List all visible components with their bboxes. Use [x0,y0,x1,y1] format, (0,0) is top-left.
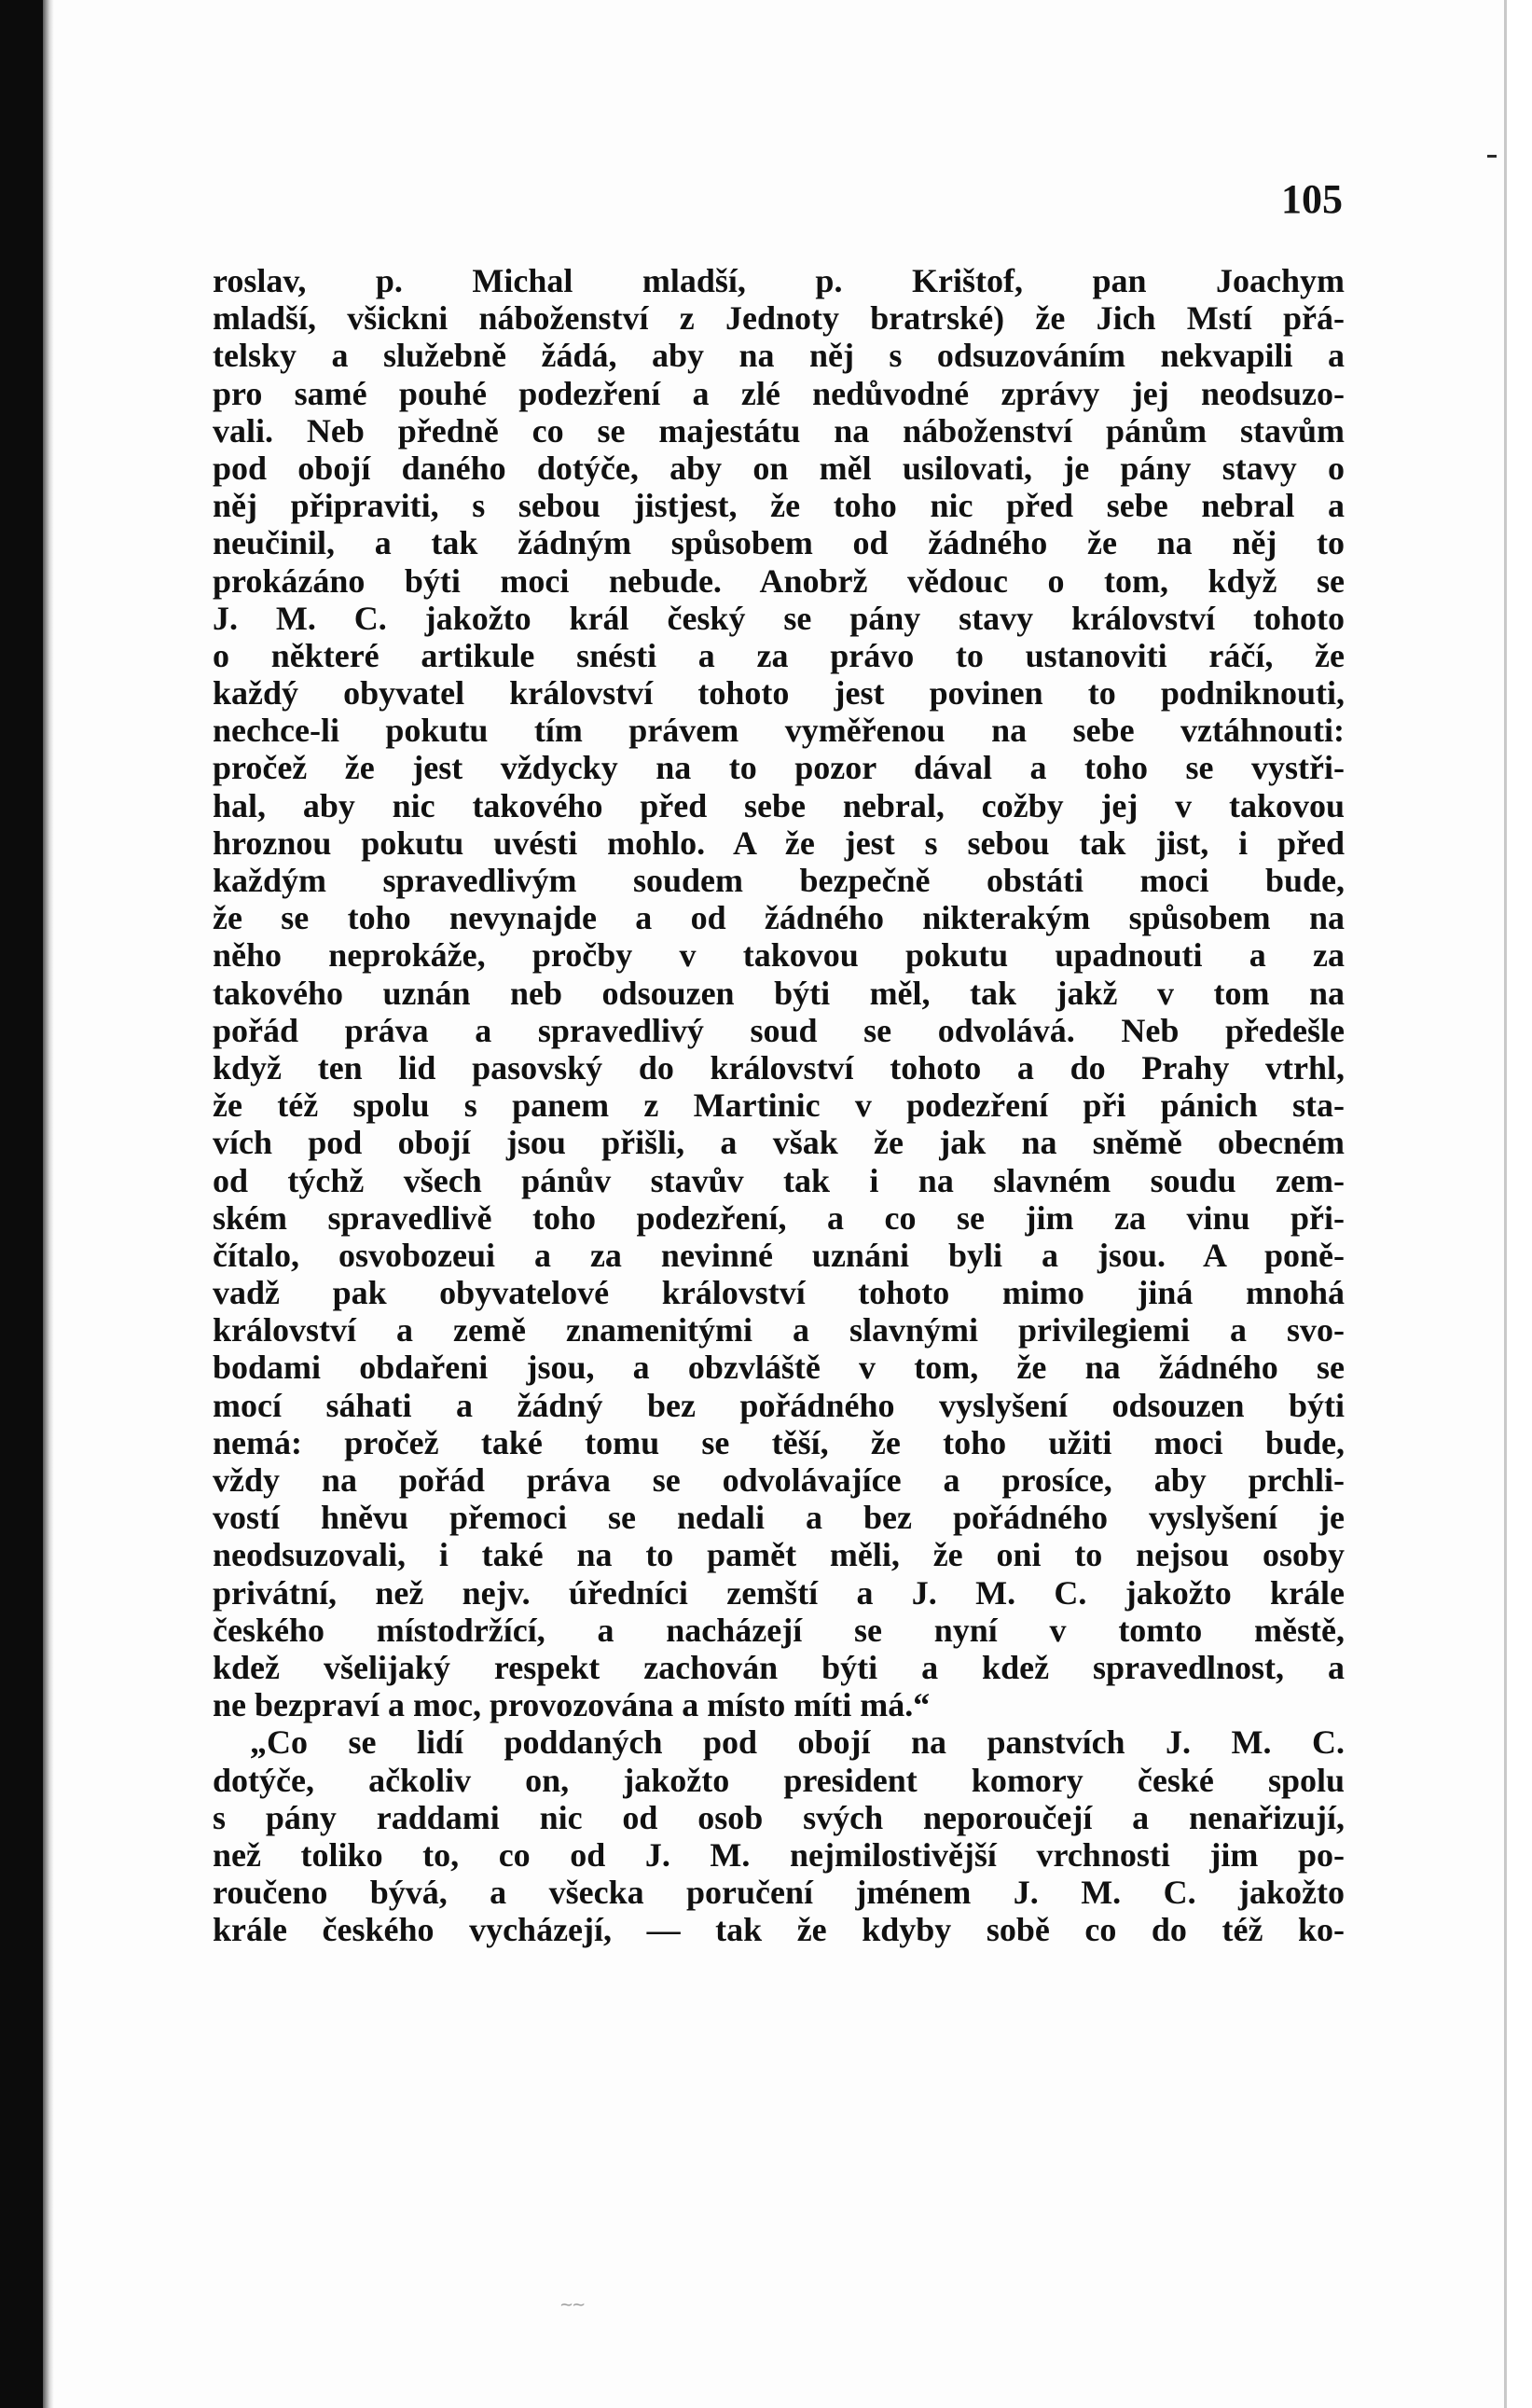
text-line: pořád práva a spravedlivý soud se odvolává. Neb předešle [213,1011,1345,1049]
text-line: něho neprokáže, pročby v takovou pokutu upadnouti a za [213,936,1345,975]
text-line: takového uznán neb odsouzen býti měl, tak jakž v tom na [213,974,1345,1012]
text-line: vostí hněvu přemoci se nedali a bez pořádného vyslyšení je [213,1499,1345,1537]
text-line: bodami obdařeni jsou, a obzvláště v tom, že na žádného se [213,1349,1345,1387]
text-line: mladší, všickni náboženství z Jednoty bratrské) že Jich Mstí přá- [213,299,1345,338]
text-line: prokázáno býti moci nebude. Anobrž vědouc o tom, když se [213,561,1345,600]
text-line: J. M. C. jakožto král český se pány stavy království tohoto [213,599,1345,637]
text-line: privátní, než nejv. úředníci zemští a J. M. C. jakožto krále [213,1573,1345,1612]
text-line: něj připraviti, s sebou jistjest, že toho nic před sebe nebral a [213,487,1345,525]
text-line: telsky a služebně žádá, aby na něj s odsuzováním nekvapili a [213,337,1345,375]
text-line: než toliko to, co od J. M. nejmilostivější vrchnosti jim po- [213,1835,1345,1874]
scan-border-seam [43,0,54,2408]
text-line: roslav, p. Michal mladší, p. Krištof, pan Joachym [213,262,1345,299]
text-line: nechce-li pokutu tím právem vyměřenou na sebe vztáhnouti: [213,712,1345,750]
text-line: neučinil, a tak žádným spůsobem od žádného že na něj to [213,524,1345,562]
text-line: o některé artikule snésti a za právo to ustanoviti ráčí, že [213,636,1345,674]
text-line: kdež všelijaký respekt zachován býti a kdež spravedlnost, a [213,1648,1345,1686]
margin-mark [1487,155,1497,158]
page-number: 105 [1281,176,1343,222]
text-line: když ten lid pasovský do království tohoto a do Prahy vtrhl, [213,1048,1345,1086]
text-line: hal, aby nic takového před sebe nebral, cožby jej v takovou [213,786,1345,824]
text-line: mocí sáhati a žádný bez pořádného vyslyšení odsouzen býti [213,1386,1345,1424]
text-line: českého místodržící, a nacházejí se nyní v tomto městě, [213,1611,1345,1649]
text-line: roučeno bývá, a všecka poručení jménem J. M. C. jakožto [213,1874,1345,1912]
text-line: dotýče, ačkoliv on, jakožto president komory české spolu [213,1761,1345,1799]
stray-scan-mark: ~~ [559,2295,585,2315]
text-line: pro samé pouhé podezření a zlé nedůvodné zprávy jej neodsuzo- [213,374,1345,412]
body-text [213,262,1345,1948]
text-line: neodsuzovali, i také na to pamět měli, že oni to nejsou osoby [213,1536,1345,1574]
text-line: ském spravedlivě toho podezření, a co se jim za vinu při- [213,1198,1345,1237]
text-line: království a země znamenitými a slavnými privilegiemi a svo- [213,1311,1345,1349]
text-line: od týchž všech pánův stavův tak i na slavném soudu zem- [213,1161,1345,1199]
text-line: s pány raddami nic od osob svých neporoučejí a nenařizují, [213,1798,1345,1836]
text-line: vích pod obojí jsou přišli, a však že jak na sněmě obecném [213,1124,1345,1162]
text-line: vadž pak obyvatelové království tohoto mimo jiná mnohá [213,1274,1345,1312]
text-line: hroznou pokutu uvésti mohlo. A že jest s sebou tak jist, i před [213,823,1345,862]
paragraph-start-line: „Co se lidí poddaných pod obojí na panstvích J. M. C. [250,1723,1345,1762]
text-line: krále českého vycházejí, — tak že kdyby sobě co do též ko- [213,1911,1345,1949]
text-line: pod obojí daného dotýče, aby on měl usilovati, je pány stavy o [213,449,1345,487]
text-line: vali. Neb předně co se majestátu na náboženství pánům stavům [213,411,1345,450]
text-line: pročež že jest vždycky na to pozor dával a toho se vystři- [213,749,1345,787]
text-line: každým spravedlivým soudem bezpečně obstáti moci bude, [213,862,1345,899]
text-line: že též spolu s panem z Martinic v podezření při pánich sta- [213,1086,1345,1125]
text-line: že se toho nevynajde a od žádného nikterakým spůsobem na [213,899,1345,937]
text-line: každý obyvatel království tohoto jest povinen to podniknouti, [213,674,1345,713]
text-line: nemá: pročež také tomu se těší, že toho užiti moci bude, [213,1423,1345,1461]
text-line: vždy na pořád práva se odvolávajíce a prosíce, aby prchli- [213,1461,1345,1499]
scan-left-border [0,0,43,2408]
text-line: čítalo, osvobozeui a za nevinné uznáni byli a jsou. A poně- [213,1236,1345,1274]
paragraph-end-line: ne bezpraví a moc, provozována a místo míti má.“ [213,1686,931,1724]
